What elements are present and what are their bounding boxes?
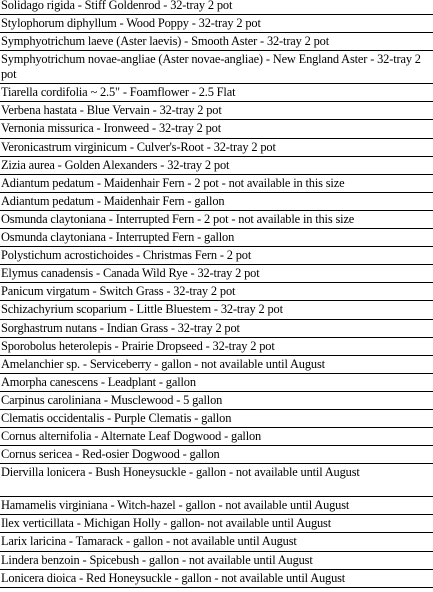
plant-entry: Amorpha canescens - Leadplant - gallon [0,373,433,391]
plant-entry: Stylophorum diphyllum - Wood Poppy - 32-tray 2 pot [0,15,433,33]
table-row [0,192,433,210]
table-row [0,373,433,391]
table-row [0,210,433,228]
plant-entry: Larix laricina - Tamarack - gallon - not available until August [0,533,433,551]
table-row [0,515,433,533]
table-row [0,156,433,174]
plant-entry: Cornus alternifolia - Alternate Leaf Dogwood - gallon [0,428,433,446]
plant-entry: Ilex verticillata - Michigan Holly - gallon- not available until August [0,515,433,533]
table-row [0,102,433,120]
plant-entry: Symphyotrichum novae-angliae (Aster novae-angliae) - New England Aster - 32-tray 2 pot [0,51,433,84]
plant-entry: Zizia aurea - Golden Alexanders - 32-tray 2 pot [0,156,433,174]
table-row [0,533,433,551]
table-row [0,355,433,373]
table-row [0,265,433,283]
table-row [0,84,433,102]
table-row [0,464,433,497]
table-row [0,497,433,515]
table-row [0,15,433,33]
table-row [0,391,433,409]
plant-entry: Elymus canadensis - Canada Wild Rye - 32-tray 2 pot [0,265,433,283]
plant-entry: Solidago rigida - Stiff Goldenrod - 32-tray 2 pot [0,0,433,15]
table-row [0,409,433,427]
table-row [0,551,433,569]
table-row [0,51,433,84]
plant-entry: Adiantum pedatum - Maidenhair Fern - gallon [0,192,433,210]
table-row [0,428,433,446]
plant-entry: Vernonia missurica - Ironweed - 32-tray 2 pot [0,120,433,138]
table-row [0,120,433,138]
table-row [0,0,433,15]
table-row [0,337,433,355]
plant-entry: Verbena hastata - Blue Vervain - 32-tray 2 pot [0,102,433,120]
plant-entry: Cornus sericea - Red-osier Dogwood - gallon [0,446,433,464]
table-row [0,174,433,192]
table-row [0,283,433,301]
table-row [0,319,433,337]
table-row [0,138,433,156]
table-row [0,569,433,587]
plant-entry: Lindera benzoin - Spicebush - gallon - not available until August [0,551,433,569]
plant-entry: Amelanchier sp. - Serviceberry - gallon - not available until August [0,355,433,373]
table-row [0,247,433,265]
plant-entry: Sorghastrum nutans - Indian Grass - 32-tray 2 pot [0,319,433,337]
plant-entry: Hamamelis virginiana - Witch-hazel - gallon - not available until August [0,497,433,515]
plant-entry: Osmunda claytoniana - Interrupted Fern - 2 pot - not available in this size [0,210,433,228]
plant-entry: Schizachyrium scoparium - Little Bluestem - 32-tray 2 pot [0,301,433,319]
plant-entry: Panicum virgatum - Switch Grass - 32-tray 2 pot [0,283,433,301]
plant-entry: Sporobolus heterolepis - Prairie Dropseed - 32-tray 2 pot [0,337,433,355]
plant-entry: Tiarella cordifolia ~ 2.5" - Foamflower - 2.5 Flat [0,84,433,102]
table-row [0,301,433,319]
table-row [0,446,433,464]
plant-entry: Lonicera dioica - Red Honeysuckle - gallon - not available until August [0,569,433,587]
plant-entry: Carpinus caroliniana - Musclewood - 5 gallon [0,391,433,409]
plant-entry: Adiantum pedatum - Maidenhair Fern - 2 pot - not available in this size [0,174,433,192]
table-row [0,229,433,247]
plant-entry: Polystichum acrostichoides - Christmas Fern - 2 pot [0,247,433,265]
plant-entry: Clematis occidentalis - Purple Clematis - gallon [0,409,433,427]
plant-entry: Symphyotrichum laeve (Aster laevis) - Smooth Aster - 32-tray 2 pot [0,33,433,51]
plant-entry: Diervilla lonicera - Bush Honeysuckle - gallon - not available until August [0,464,433,497]
plant-entry: Veronicastrum virginicum - Culver's-Root - 32-tray 2 pot [0,138,433,156]
table-row [0,33,433,51]
plant-entry: Osmunda claytoniana - Interrupted Fern - gallon [0,229,433,247]
